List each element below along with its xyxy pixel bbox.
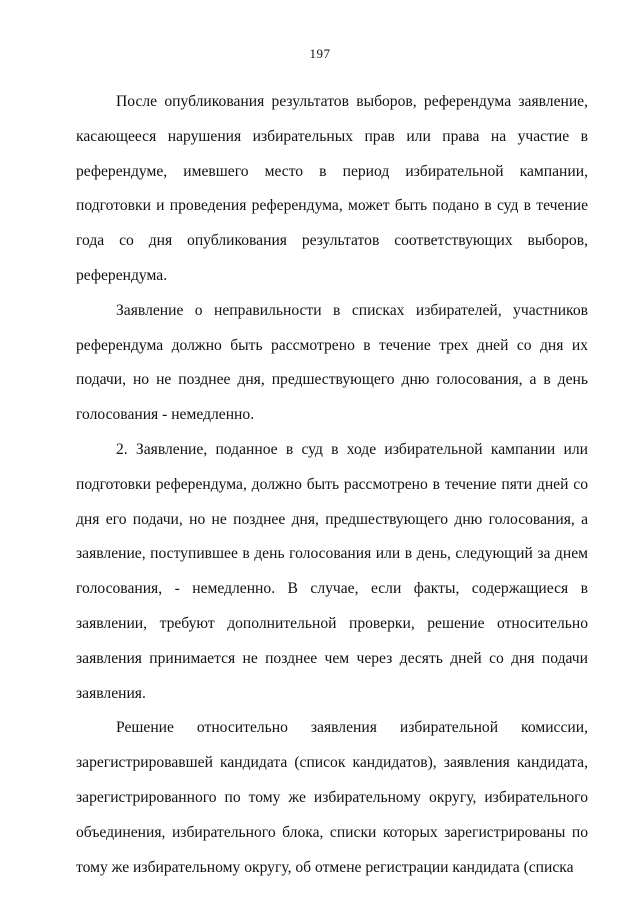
paragraph: Решение относительно заявления избирательной комиссии, зарегистрировавшей кандидата (список кандидатов), заявления кандидата, зарегистрированного по тому же избирательному округу, избирательного объединения, избирательного блока, списки которых зарегистрированы по тому же избирательному округу, об отмене регистрации кандидата (списка bbox=[76, 719, 588, 876]
paragraph: 2. Заявление, поданное в суд в ходе избирательной кампании или подготовки референдума, должно быть рассмотрено в течение пяти дней со дня его подачи, но не позднее дня, предшествующего дню голосования, а заявление, поступившее в день голосования или в день, следующий за днем голосования, - немедленно. В случае, если факты, содержащиеся в заявлении, требуют дополнительной проверки, решение относительно заявления принимается не позднее чем через десять дней со дня подачи заявления. bbox=[76, 440, 588, 702]
paragraph: После опубликования результатов выборов, референдума заявление, касающееся нарушения избирательных прав или права на участие в референдуме, имевшего место в период избирательной кампании, подготовки и проведения референдума, может быть подано в суд в течение года со дня опубликования результатов соответствующих выборов, референдума. bbox=[76, 93, 588, 284]
body-text bbox=[76, 85, 588, 885]
paragraph: Заявление о неправильности в списках избирателей, участников референдума должно быть рассмотрено в течение трех дней со дня их подачи, но не позднее дня, предшествующего дню голосования, а в день голосования - немедленно. bbox=[76, 301, 588, 424]
page-number: 197 bbox=[309, 46, 331, 61]
